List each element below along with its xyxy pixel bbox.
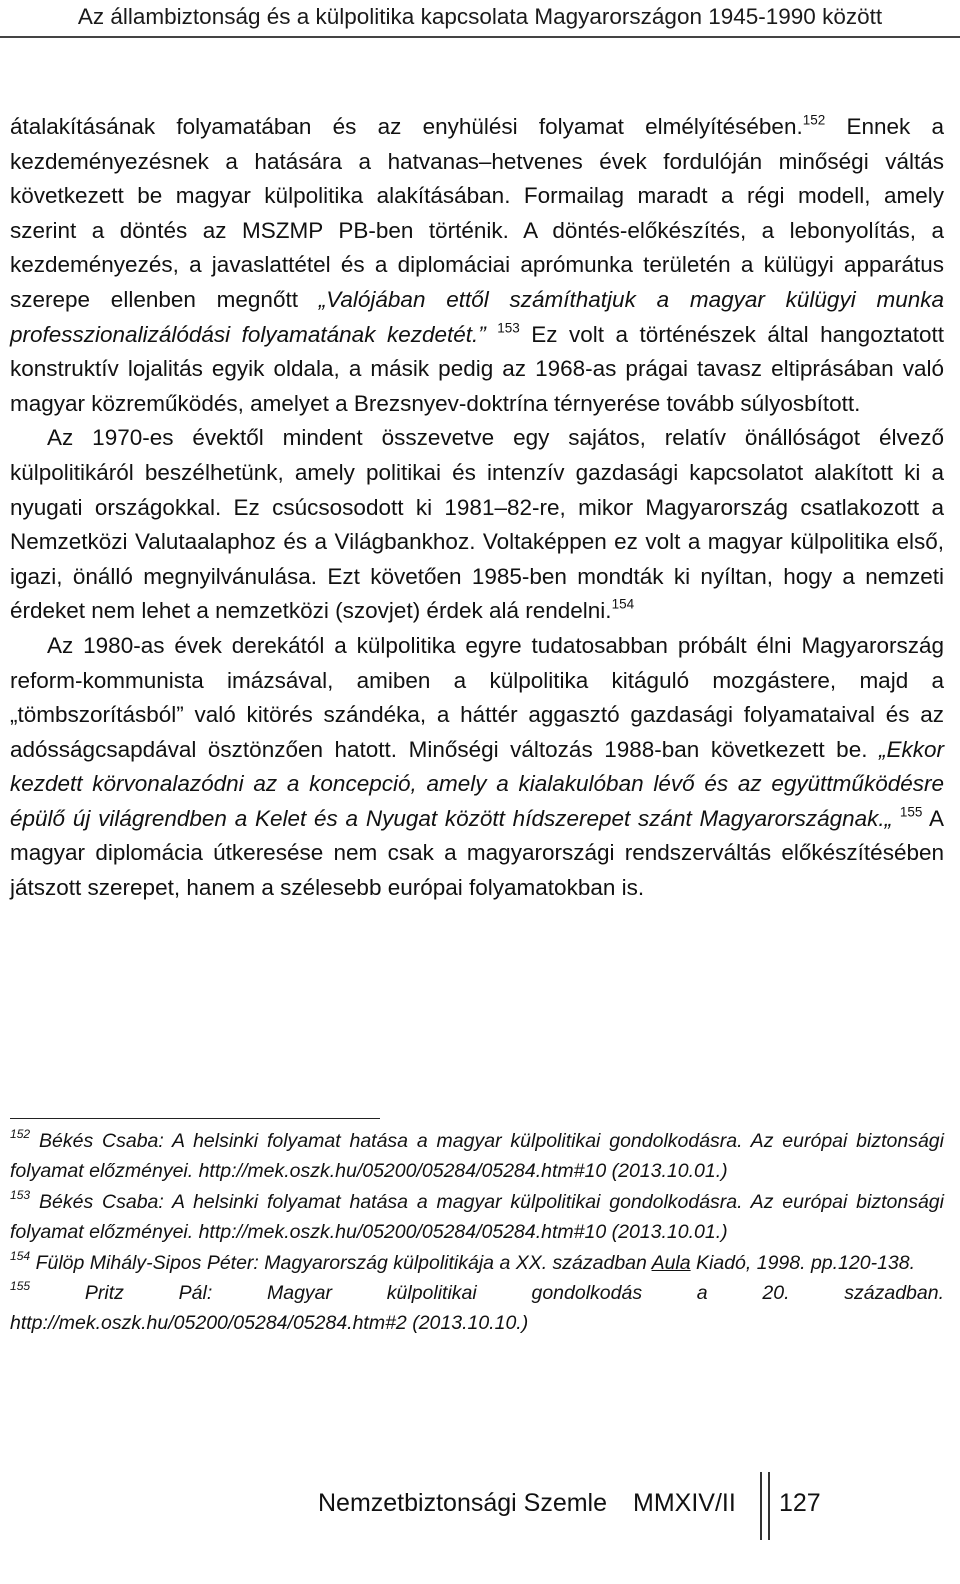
journal-issue: MMXIV/II <box>633 1489 736 1517</box>
journal-name: Nemzetbiztonsági Szemle <box>318 1489 608 1517</box>
footnote-number: 153 <box>10 1187 31 1202</box>
footnotes <box>10 1126 944 1339</box>
publisher-link[interactable]: Aula <box>651 1251 691 1274</box>
header-rule <box>0 36 960 38</box>
footnote-text: Fülöp Mihály-Sipos Péter: Magyarország külpolitikája a XX. században <box>35 1251 652 1274</box>
footnote-number: 152 <box>10 1126 31 1141</box>
paragraph-2 <box>10 421 944 629</box>
footnote-154 <box>10 1248 944 1278</box>
p1-text-2: Ennek a kezdeményezésnek a hatására a hatvanas–hetvenes évek fordulóján minőségi váltás következett be magyar külpolitika alakításában. Formailag maradt a régi modell, amely szerint a döntés az MSZMP PB-ben történik. A döntés-előkészítés, a lebonyolítás, a kezdeményezés, a javaslattétel és a diplomáciai aprómunka területén a külügyi apparátus szerepe ellenben megnőtt <box>10 114 944 312</box>
footnote-text: Békés Csaba: A helsinki folyamat hatása a magyar külpolitikai gondolkodásra. Az európai biztonsági folyamat előzményei. http://mek.oszk.hu/05200/05284/05284.htm#10 (2013.10.01.) <box>10 1190 944 1244</box>
footnote-text: Pritz Pál: Magyar külpolitikai gondolkodás a 20. században. http://mek.oszk.hu/05200/05284/05284.htm#2 (2013.10.10.) <box>10 1282 944 1335</box>
footnote-text-rest: Kiadó, 1998. pp.120-138. <box>690 1251 916 1274</box>
p3-text-1: Az 1980-as évek derekától a külpolitika egyre tudatosabban próbált élni Magyarország reform-kommunista imázsával, amiben a külpolitika kitáguló mozgástere, majd a „tömbszorításból” való kitörés szándéka, a háttér aggasztó gazdasági folyamataival és az adósságcsapdával ösztönzően hatott. Minőségi változás 1988-ban következett be. <box>10 632 944 762</box>
footnote-ref-154[interactable]: 154 <box>611 596 635 612</box>
footnote-number: 154 <box>10 1248 31 1263</box>
page-footer <box>318 1478 736 1528</box>
running-title: Az állambiztonság és a külpolitika kapcsolata Magyarországon 1945-1990 között <box>77 4 883 29</box>
p1-quote: „Valójában ettől számíthatjuk a magyar külügyi munka professzionalizálódási folyamatának kezdetét.” <box>10 286 944 347</box>
p2-text-1: Az 1970-es évektől mindent összevetve egy sajátos, relatív önállóságot élvező külpolitikáról beszélhetünk, amely politikai és intenzív gazdasági kapcsolatot alakított ki a nyugati országokkal. Ez csúcsosodott ki 1981–82-re, mikor Magyarország csatlakozott a Nemzetközi Valutaalaphoz és a Világbankhoz. Voltaképpen ez volt a magyar külpolitika első, igazi, önálló megnyilvánulása. Ezt követően 1985-ben mondták ki nyíltan, hogy a nemzeti érdeket nem lehet a nemzetközi (szovjet) érdek alá rendelni. <box>10 425 944 624</box>
p1-text-1: átalakításának folyamatában és az enyhülési folyamat elmélyítésében. <box>10 114 803 139</box>
footer-divider <box>760 1472 770 1540</box>
footnote-separator <box>10 1118 380 1119</box>
running-header <box>0 0 960 46</box>
main-text <box>10 110 944 906</box>
footnote-153 <box>10 1187 944 1248</box>
footnote-text: Békés Csaba: A helsinki folyamat hatása a magyar külpolitikai gondolkodásra. Az európai biztonsági folyamat előzményei. http://mek.oszk.hu/05200/05284/05284.htm#10 (2013.10.01.) <box>10 1130 944 1183</box>
footnote-number: 155 <box>10 1278 31 1293</box>
footnote-ref-152[interactable]: 152 <box>802 112 826 128</box>
page-number: 127 <box>779 1489 821 1517</box>
footnote-152 <box>10 1126 944 1187</box>
footnote-ref-155[interactable]: 155 <box>899 804 923 820</box>
p1-text-3: Ez volt a történészek által hangoztatott konstruktív lojalitás egyik oldala, a másik pedig az 1968-as prágai tavasz eltiprásában való magyar közreműködés, amelyet a Brezsnyev-doktrína térnyerése tovább súlyosbított. <box>10 321 944 416</box>
p3-text-2: A magyar diplomácia útkeresése nem csak a magyarországi rendszerváltás előkészítésében játszott szerepet, hanem a szélesebb európai folyamatokban is. <box>10 805 944 901</box>
paragraph-1 <box>10 110 944 421</box>
p3-quote: „Ekkor kezdett körvonalazódni az a koncepció, amely a kialakulóban lévő és az együttműködésre épülő új világrendben a Kelet és a Nyugat között hídszerepet szánt Magyarországnak.„ <box>10 736 944 831</box>
footnote-155 <box>10 1278 944 1339</box>
paragraph-3 <box>10 629 944 906</box>
footnote-ref-153[interactable]: 153 <box>497 320 520 336</box>
